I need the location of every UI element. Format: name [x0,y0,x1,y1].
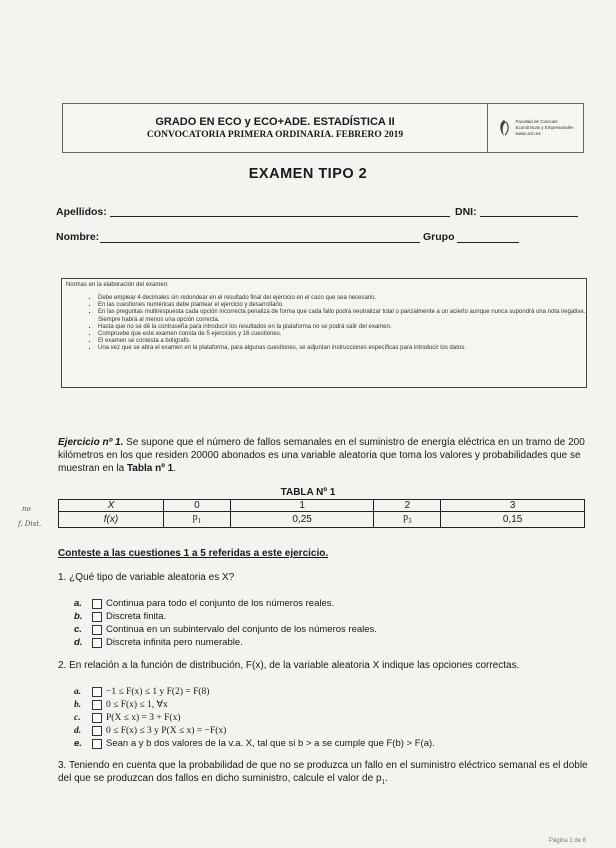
exercise-label: Ejercicio nº 1. [58,437,124,448]
checkbox[interactable] [92,739,102,749]
table-cell: 0 [164,500,231,512]
header-titles [63,104,487,152]
faculty-logo [487,104,583,152]
q2-option-b[interactable] [74,699,168,711]
option-text: Discreta finita. [106,611,167,622]
table-cell [164,512,231,528]
rule-item: ▪ En las preguntas multirespuesta cada opción incorrecta penaliza de forma que cada fallo podrá neutralizar total o parcialmente a un acierto aunque nunca supondrá una nota negativa. Siempre habrá al menos una opción correcta. [98,309,588,323]
p1-symbol: p [192,512,198,523]
question-3-end: . [385,773,388,784]
apellidos-label: Apellidos: [56,206,107,218]
option-letter: b. [74,700,82,710]
option-text: Continua en un subintervalo del conjunto de los números reales. [106,624,377,635]
checkbox[interactable] [92,726,102,736]
table-cell: 3 [441,500,585,512]
option-letter: a. [74,598,82,609]
option-text: Continua para todo el conjunto de los números reales. [106,598,335,609]
question-3-text: 3. Teniendo en cuenta que la probabilidad de que no se produzca un fallo en el suministro eléctrico semanal es el doble del que se produzcan dos fallos en dicho suministro, calcule el valor de p [58,760,588,784]
table-cell: 1 [230,500,374,512]
table-cell: 0,15 [441,512,585,528]
section-heading: Conteste a las cuestiones 1 a 5 referidas a este ejercicio. [58,548,329,559]
table-cell [374,512,441,528]
checkbox[interactable] [92,638,102,648]
margin-note-1: no [22,505,31,513]
option-text: P(X ≤ x) = 3 + F(x) [106,713,181,723]
rule-item: ▪ En las cuestiones numéricas debe plantear el ejercicio y desarrollarlo. [98,302,588,309]
option-letter: c. [74,713,81,723]
faculty-logo-icon [497,119,511,137]
exercise-end: . [173,463,176,474]
course-title: GRADO EN ECO y ECO+ADE. ESTADÍSTICA II [155,116,395,128]
logo-line-2: Económicas y Empresariales [515,125,574,130]
option-letter: c. [74,624,82,635]
table-title: TABLA Nº 1 [280,487,336,498]
nombre-label: Nombre: [56,231,100,243]
checkbox[interactable] [92,687,102,697]
table-cell: 0,25 [230,512,374,528]
option-text: −1 ≤ F(x) ≤ 1 y F(2) = F(8) [106,687,210,697]
table-row-fx [59,512,585,528]
x-header: X [107,500,115,511]
checkbox[interactable] [92,599,102,609]
question-1: 1. ¿Qué tipo de variable aleatoria es X? [58,572,235,583]
fx-header: f(x) [103,514,119,525]
question-3 [58,759,588,789]
p3-symbol: p [403,512,409,523]
option-text: 0 ≤ F(x) ≤ 1, ∀x [106,700,168,710]
checkbox[interactable] [92,612,102,622]
p3-subscript: 3 [408,517,412,525]
option-text: Discreta infinita pero numerable. [106,637,243,648]
exercise-text: Se supone que el número de fallos semanales en el suministro de energía eléctrica en un tramo de 200 kilómetros en los que residen 20000 abonados es una variable aleatoria que toma los valores y probabilidades que se muestran en la [58,437,585,474]
logo-line-3: www.ucm.es [515,131,541,136]
exercise-1-statement [58,436,586,475]
checkbox[interactable] [92,625,102,635]
page-number: Página 1 de 8 [548,838,586,844]
logo-line-1: Facultad de Ciencias [515,119,558,124]
table-cell [59,512,164,528]
exam-title: EXAMEN TIPO 2 [248,166,368,182]
dni-label: DNI: [455,206,477,218]
rule-item: ▪ Una vez que se abra el examen en la plataforma, para algunas cuestiones, se adjuntan instrucciones específicas para introducir los datos. [98,345,588,352]
table-cell [59,500,164,512]
option-letter: b. [74,611,83,622]
option-letter: e. [74,738,82,749]
checkbox[interactable] [92,700,102,710]
apellidos-field[interactable] [110,216,450,217]
table-reference: Tabla nº 1 [126,463,174,474]
exam-header [62,103,584,153]
q1-option-b[interactable] [74,611,166,623]
q2-option-c[interactable] [74,712,181,724]
rule-item: ▪ Hasta que no se dé la contraseña para introducir los resultados en la plataforma no se podrá salir del examen. [98,324,588,331]
q2-option-a[interactable] [74,686,209,698]
p1-subscript: 1 [197,517,202,525]
rules-list [84,295,588,353]
grupo-field[interactable] [457,242,519,243]
table-cell: 2 [374,500,441,512]
nombre-field[interactable] [100,242,420,243]
rules-heading: Normas en la elaboración del examen: [66,282,169,288]
q1-option-c[interactable] [74,624,377,636]
q2-option-e[interactable] [74,738,435,750]
faculty-name [515,119,573,137]
option-text: Sean a y b dos valores de la v.a. X, tal que si b > a se cumple que F(b) > F(a). [106,738,435,749]
q1-option-d[interactable] [74,637,243,649]
exam-rules-box [61,278,587,388]
q2-option-d[interactable] [74,725,226,737]
rule-item: ▪ Compruebe que este examen consta de 5 ejercicios y 16 cuestiones. [98,331,588,338]
option-text: 0 ≤ F(x) ≤ 3 y P(X ≤ x) = −F(x) [106,726,227,736]
grupo-label: Grupo [423,231,455,243]
option-letter: a. [74,687,82,697]
option-letter: d. [74,726,82,736]
option-letter: d. [74,637,83,648]
dni-field[interactable] [480,216,578,217]
p1-subscript: 1 [381,778,386,786]
rule-item: ▪ Debe emplear 4 decimales sin redondear en el resultado final del ejercicio en el caso que sea necesario. [98,295,588,302]
exam-session: CONVOCATORIA PRIMERA ORDINARIA. FEBRERO 2019 [146,130,404,140]
checkbox[interactable] [92,713,102,723]
rule-item: ▪ El examen se contesta a bolígrafo. [98,338,588,345]
table-row-x [59,500,585,512]
margin-note-2: f. Dist. [18,520,42,528]
probability-table [58,499,585,528]
q1-option-a[interactable] [74,598,334,610]
question-2: 2. En relación a la función de distribución, F(x), de la variable aleatoria X indique las opciones correctas. [58,660,520,671]
